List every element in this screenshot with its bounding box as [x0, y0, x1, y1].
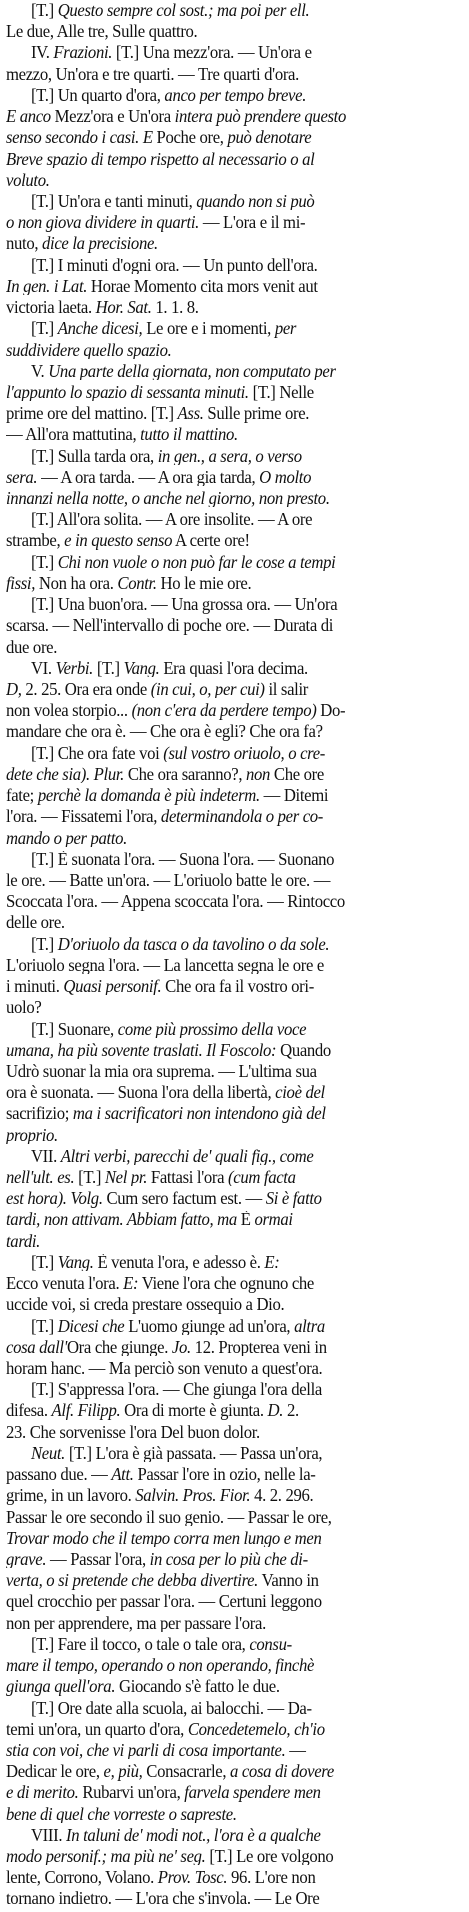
- text-line: [6, 235, 445, 252]
- text-run: 12. Propterea veni in: [190, 1338, 327, 1357]
- text-run: uolo?: [6, 999, 42, 1017]
- text-run: il salir: [264, 681, 308, 699]
- text-line: [6, 278, 445, 295]
- text-run: Do-: [316, 702, 346, 720]
- text-line: [6, 1254, 445, 1271]
- italic-text: dice la precisione.: [42, 235, 158, 253]
- text-line: [6, 66, 445, 83]
- text-line: [6, 1445, 445, 1462]
- text-run: horam hanc. — Ma perciò son venuto a quest'ora.: [6, 1360, 323, 1378]
- text-run: Passar l'ore in ozio, nelle la-: [133, 1466, 316, 1484]
- text-run: 2.: [283, 1402, 299, 1420]
- text-line: [6, 469, 445, 486]
- text-run: [T.] È suonata l'ora. — Suona l'ora. — Suonano: [30, 850, 335, 869]
- italic-text: mando o per patto.: [6, 829, 128, 847]
- italic-text: ma i sacrificatori non intendono già del: [72, 1105, 326, 1123]
- italic-text: quando non si può: [196, 192, 315, 211]
- text-run: strambe,: [6, 532, 65, 550]
- text-run: 4. 2. 296.: [250, 1487, 314, 1505]
- italic-text: O molto: [259, 468, 312, 487]
- italic-text: innanzi nella notte, o anche nel giorno, non presto.: [6, 490, 330, 508]
- text-line: [6, 575, 445, 592]
- text-run: Le ore e i momenti,: [142, 320, 275, 338]
- text-line: [6, 851, 445, 868]
- text-run: mandare che ora è. — Che ora è egli? Che ora fa?: [6, 723, 323, 741]
- text-line: [6, 44, 445, 61]
- text-run: [T.] Sulla tarda ora,: [30, 447, 158, 465]
- text-line: [6, 1721, 445, 1738]
- text-line: [6, 787, 445, 804]
- text-run: Ora di morte è giunta.: [120, 1402, 268, 1420]
- text-run: Ecco venuta l'ora.: [6, 1275, 124, 1293]
- text-line: [6, 1784, 445, 1801]
- text-run: [T.] L'ora è già passata. — Passa un'ora,: [64, 1444, 323, 1463]
- text-line: [6, 1848, 445, 1865]
- italic-text: Dicesi che: [57, 1317, 125, 1335]
- text-line: [6, 1700, 445, 1717]
- text-run: Quando: [276, 1041, 331, 1060]
- text-line: [6, 172, 445, 189]
- text-run: Ho le mie ore.: [156, 574, 252, 593]
- italic-text: Altri verbi, parecchi de' quali fig., come: [60, 1147, 314, 1166]
- text-run: 1. 1. 8.: [151, 299, 199, 317]
- text-run: ora è suonata. — Suona l'ora della libertà,: [6, 1084, 276, 1102]
- italic-text: voluto.: [6, 171, 50, 190]
- italic-text: intera può prendere questo: [174, 108, 347, 126]
- text-run: [T.] Che ora fate voi: [30, 744, 164, 763]
- text-run: 2. 25. Ora era onde: [21, 681, 151, 699]
- italic-text: E anco: [6, 108, 51, 126]
- text-line: [6, 320, 445, 337]
- text-run: Giocando s'è fatto le due.: [115, 1678, 280, 1696]
- italic-text: Volg.: [70, 1190, 103, 1208]
- text-run: [T.] Le ore volgono: [205, 1848, 334, 1866]
- text-line: [6, 87, 445, 104]
- text-run: Che ora fa il vostro ori-: [161, 978, 314, 996]
- text-line: [6, 1021, 445, 1038]
- text-run: Passar le ore secondo il suo genio. — Passar le ore,: [6, 1508, 332, 1526]
- text-run: passano due. —: [6, 1466, 112, 1484]
- text-line: [6, 1636, 445, 1653]
- italic-text: Frazioni.: [53, 44, 113, 62]
- text-line: [6, 1593, 445, 1610]
- text-line: [6, 1042, 445, 1059]
- text-run: [T.] All'ora solita. — A ore insolite. — A ore: [30, 511, 313, 529]
- text-line: [6, 914, 445, 931]
- text-run: l'ora. — Fissatemi l'ora,: [6, 808, 161, 826]
- text-run: [T.]: [30, 1317, 58, 1335]
- italic-text: per: [274, 320, 297, 338]
- text-line: [6, 426, 445, 443]
- italic-text: D'oriuolo da tasca o da tavolino o da sole.: [57, 935, 330, 954]
- text-run: Dedicar le ore,: [6, 1763, 104, 1781]
- italic-text: sera.: [6, 468, 38, 487]
- text-run: non per apprendere, ma per passare l'ora.: [6, 1614, 266, 1633]
- text-line: [6, 299, 445, 316]
- text-line: [6, 214, 445, 231]
- text-line: [6, 532, 445, 549]
- text-run: L'uomo giunge ad un'ora,: [124, 1317, 295, 1335]
- italic-text: nell'ult. es.: [6, 1169, 75, 1187]
- text-run: Mezz'ora e Un'ora: [50, 108, 175, 126]
- text-line: [6, 1169, 445, 1186]
- text-run: Udrò suonar la mia ora suprema. — L'ultima sua: [6, 1062, 317, 1081]
- text-line: [6, 1509, 445, 1526]
- text-line: [6, 1318, 445, 1335]
- italic-text: (non c'era da perdere tempo): [131, 702, 317, 720]
- text-run: prime ore del mattino. [T.]: [6, 405, 178, 423]
- text-run: scarsa. — Nell'intervallo di poche ore. — Durata di: [6, 617, 334, 635]
- text-line: [6, 1763, 445, 1780]
- italic-text: Trovar modo che il tempo corra men lungo e men: [6, 1529, 322, 1548]
- italic-text: Att.: [111, 1466, 134, 1484]
- text-line: [6, 978, 445, 995]
- text-line: [6, 936, 445, 953]
- text-run: [T.] Una mezz'ora. — Un'ora e: [112, 44, 312, 62]
- italic-text: dete che sia).: [6, 765, 90, 784]
- text-line: [6, 1742, 445, 1759]
- text-line: [6, 1551, 445, 1568]
- italic-text: D.: [267, 1402, 284, 1420]
- text-line: [6, 1572, 445, 1589]
- text-line: [6, 1148, 445, 1165]
- italic-text: E:: [264, 1253, 280, 1272]
- text-run: tornano indietro. — L'ora che s'invola. — Le Ore: [6, 1890, 320, 1908]
- text-line: [6, 554, 445, 571]
- italic-text: Hor. Sat.: [95, 299, 152, 317]
- text-run: 23. Che sorvenisse l'ora Del buon dolor.: [6, 1423, 260, 1442]
- text-line: [6, 830, 445, 847]
- text-run: È venuta l'ora, e adesso è.: [93, 1253, 265, 1272]
- text-line: [6, 1657, 445, 1674]
- text-run: VII.: [30, 1147, 61, 1166]
- text-line: [6, 893, 445, 910]
- text-run: — A ora tarda. — A ora gia tarda,: [37, 468, 260, 487]
- italic-text: Chi non vuole o non può far le cose a tempi: [57, 553, 336, 572]
- italic-text: farvela spendere men: [184, 1784, 321, 1802]
- text-run: temi un'ora, un quarto d'ora,: [6, 1720, 188, 1739]
- text-line: [6, 1105, 445, 1122]
- text-line: [6, 1084, 445, 1101]
- text-line: [6, 1424, 445, 1441]
- text-run: mezzo, Un'ora e tre quarti. — Tre quarti d'ora.: [6, 65, 299, 84]
- text-line: [6, 872, 445, 889]
- text-line: [6, 1530, 445, 1547]
- italic-text: (sul vostro oriuolo, o cre-: [163, 744, 325, 763]
- italic-text: giunga quell'ora.: [6, 1678, 116, 1696]
- italic-text: Contr.: [117, 574, 157, 593]
- italic-text: Anche dicesi,: [57, 320, 143, 338]
- text-line: [6, 617, 445, 634]
- italic-text: può denotare: [227, 129, 312, 147]
- italic-text: verta, o si pretende che debba divertire.: [6, 1572, 259, 1590]
- italic-text: Salvin. Pros. Fior.: [135, 1487, 251, 1505]
- italic-text: Plur.: [93, 765, 125, 784]
- text-run: Che ora saranno?,: [124, 765, 247, 784]
- text-run: due ore.: [6, 638, 58, 656]
- italic-text: Questo sempre col sost.; ma poi per ell.: [57, 2, 310, 20]
- text-run: uccide voi, si creda prestare ossequio a Dio.: [6, 1296, 285, 1314]
- italic-text: e di merito.: [6, 1784, 79, 1802]
- italic-text: altra: [294, 1317, 325, 1335]
- text-run: sacrifizio;: [6, 1105, 73, 1123]
- italic-text: Breve spazio di tempo rispetto al necessario o al: [6, 150, 315, 168]
- text-run: — Passar l'ora,: [46, 1550, 150, 1569]
- italic-text: anco per tempo breve.: [164, 86, 307, 105]
- text-run: V.: [30, 362, 49, 381]
- italic-text: non: [246, 765, 271, 784]
- text-run: [T.] Fare il tocco, o tale o tale ora,: [30, 1635, 250, 1654]
- italic-text: e, più,: [103, 1763, 143, 1781]
- text-line: [6, 766, 445, 783]
- italic-text: Una parte della giornata, non computato per: [48, 362, 336, 381]
- text-line: [6, 723, 445, 740]
- text-line: [6, 1275, 445, 1292]
- text-line: [6, 2, 445, 19]
- italic-text: (in cui, o, per cui): [150, 681, 265, 699]
- text-line: [6, 1211, 445, 1228]
- text-run: Ora che giunge.: [66, 1338, 172, 1357]
- text-line: [6, 1360, 445, 1377]
- text-line: [6, 342, 445, 359]
- text-line: [6, 1890, 445, 1907]
- text-line: [6, 1402, 445, 1419]
- text-run: A certe ore!: [172, 532, 250, 550]
- italic-text: a cosa di dovere: [230, 1763, 334, 1781]
- text-line: [6, 639, 445, 656]
- text-column: [6, 2, 463, 1908]
- text-run: [T.] Suonare,: [30, 1020, 118, 1038]
- italic-text: in cosa per lo più che di-: [149, 1550, 308, 1569]
- text-line: [6, 405, 445, 422]
- text-line: [6, 1487, 445, 1504]
- italic-text: Prov. Tosc.: [157, 1869, 228, 1887]
- text-line: [6, 681, 445, 698]
- text-line: [6, 1339, 445, 1356]
- italic-text: e in questo senso: [64, 532, 173, 550]
- italic-text: Nel pr.: [104, 1169, 148, 1187]
- text-run: difesa.: [6, 1402, 52, 1420]
- text-line: [6, 1381, 445, 1398]
- text-run: Viene l'ora che ognuno che: [138, 1275, 314, 1293]
- italic-text: in gen., a sera, o verso: [157, 447, 302, 465]
- italic-text: E:: [123, 1275, 139, 1293]
- italic-text: umana, ha più sovente traslati. Il Foscolo:: [6, 1041, 277, 1060]
- text-run: fate;: [6, 787, 38, 805]
- italic-text: cioè del: [275, 1084, 325, 1102]
- italic-text: est hora).: [6, 1190, 67, 1208]
- text-line: [6, 702, 445, 719]
- italic-text: (cum facta: [228, 1169, 296, 1187]
- italic-text: mare il tempo, operando o non operando, finchè: [6, 1657, 315, 1675]
- text-run: [T.] Ore date alla scuola, ai balocchi. — Da-: [30, 1699, 312, 1717]
- italic-text: consu-: [249, 1635, 292, 1654]
- text-line: [6, 1127, 445, 1144]
- text-line: [6, 193, 445, 210]
- italic-text: stia con voi, che vi parli di cosa importante.: [6, 1741, 286, 1760]
- text-run: —: [285, 1741, 306, 1760]
- text-line: [6, 957, 445, 974]
- italic-text: o non giova dividere in quarti.: [6, 214, 199, 232]
- text-line: [6, 1063, 445, 1080]
- italic-text: Vang.: [57, 1253, 94, 1272]
- text-line: [6, 257, 445, 274]
- text-run: Poche ore,: [152, 129, 228, 147]
- italic-text: come più prossimo della voce: [117, 1020, 307, 1038]
- italic-text: Vang.: [123, 659, 160, 678]
- text-line: [6, 596, 445, 613]
- italic-text: grave.: [6, 1550, 47, 1569]
- text-run: [T.]: [74, 1169, 105, 1187]
- text-run: VI.: [30, 659, 56, 678]
- text-run: È: [236, 1211, 255, 1229]
- text-run: Scoccata l'ora. — Appena scoccata l'ora. — Rintocco: [6, 893, 345, 911]
- text-run: Rubarvi un'ora,: [78, 1784, 185, 1802]
- text-line: [6, 1678, 445, 1695]
- text-line: [6, 363, 445, 380]
- text-run: VIII.: [30, 1826, 67, 1845]
- text-line: [6, 1869, 445, 1886]
- text-run: lente, Corrono, Volano.: [6, 1869, 158, 1887]
- italic-text: In taluni de' modi not., l'ora è a qualche: [66, 1826, 321, 1845]
- text-run: [T.] Una buon'ora. — Una grossa ora. — Un'ora: [30, 596, 338, 614]
- italic-text: Quasi personif.: [63, 978, 162, 996]
- text-line: [6, 745, 445, 762]
- text-run: Fattasi l'ora: [147, 1169, 229, 1187]
- text-line: [6, 1466, 445, 1483]
- text-run: Vanno in: [258, 1572, 319, 1590]
- italic-text: cosa dall': [6, 1338, 67, 1357]
- italic-text: Ass.: [177, 405, 204, 423]
- text-run: — L'ora e il mi-: [198, 214, 306, 232]
- italic-text: l'appunto lo spazio di sessanta minuti.: [6, 383, 249, 402]
- text-line: [6, 1296, 445, 1313]
- text-run: L'oriuolo segna l'ora. — La lancetta segna le ore e: [6, 956, 325, 975]
- italic-text: Neut.: [30, 1444, 65, 1463]
- text-run: [T.] I minuti d'ogni ora. — Un punto dell'ora.: [30, 256, 318, 275]
- text-run: — All'ora mattutina,: [6, 426, 141, 444]
- text-line: [6, 999, 445, 1016]
- text-run: [T.]: [30, 935, 58, 954]
- italic-text: modo personif.; ma più ne' seg.: [6, 1848, 206, 1866]
- text-run: Horae Momento cita mors venit aut: [87, 277, 318, 296]
- text-run: nuto,: [6, 235, 43, 253]
- text-run: [T.]: [93, 659, 124, 678]
- text-line: [6, 1806, 445, 1823]
- text-run: [T.] Nelle: [248, 383, 314, 402]
- text-line: [6, 808, 445, 825]
- text-run: [T.]: [30, 553, 58, 572]
- text-line: [6, 129, 445, 146]
- text-run: [T.]: [30, 320, 58, 338]
- text-line: [6, 1233, 445, 1250]
- text-line: [6, 490, 445, 507]
- italic-text: tardi.: [6, 1232, 41, 1251]
- text-line: [6, 1827, 445, 1844]
- text-run: i minuti.: [6, 978, 64, 996]
- text-line: [6, 1190, 445, 1207]
- text-run: quel crocchio per passar l'ora. — Certuni leggono: [6, 1593, 322, 1611]
- text-run: [T.]: [30, 1253, 58, 1272]
- italic-text: tardi, non attivam. Abbiam fatto, ma: [6, 1211, 237, 1229]
- text-run: Cum sero factum est. —: [102, 1190, 266, 1208]
- text-run: Consacrarle,: [142, 1763, 231, 1781]
- italic-text: perchè la domanda è più indeterm.: [37, 787, 260, 805]
- italic-text: proprio.: [6, 1126, 58, 1144]
- text-run: le ore. — Batte un'ora. — L'oriuolo batte le ore. —: [6, 871, 331, 890]
- italic-text: senso secondo i casi. E: [6, 129, 153, 147]
- text-run: Che ore: [270, 765, 324, 784]
- text-run: delle ore.: [6, 914, 65, 932]
- text-run: victoria laeta.: [6, 299, 96, 317]
- text-run: — Ditemi: [259, 787, 329, 805]
- text-run: Era quasi l'ora decima.: [159, 659, 308, 678]
- text-run: 96. L'ore non: [227, 1869, 316, 1887]
- italic-text: Verbi.: [55, 659, 93, 678]
- italic-text: Jo.: [171, 1338, 191, 1357]
- italic-text: In gen. i Lat.: [6, 277, 88, 296]
- text-run: IV.: [30, 44, 54, 62]
- italic-text: suddividere quello spazio.: [6, 341, 172, 359]
- italic-text: fissi,: [6, 574, 36, 593]
- text-run: [T.] Un quarto d'ora,: [30, 86, 165, 105]
- text-run: Non ha ora.: [35, 574, 118, 593]
- italic-text: bene di quel che vorreste o sapreste.: [6, 1805, 237, 1823]
- italic-text: D,: [6, 681, 22, 699]
- text-line: [6, 1615, 445, 1632]
- text-line: [6, 448, 445, 465]
- text-line: [6, 151, 445, 168]
- text-line: [6, 511, 445, 528]
- text-run: Sulle prime ore.: [203, 405, 310, 423]
- italic-text: determinandola o per co-: [160, 808, 324, 826]
- text-run: [T.] Un'ora e tanti minuti,: [30, 192, 197, 211]
- text-run: [T.]: [30, 2, 58, 20]
- text-run: grime, in un lavoro.: [6, 1487, 136, 1505]
- italic-text: Concedetemelo, ch'io: [187, 1720, 325, 1739]
- text-line: [6, 660, 445, 677]
- italic-text: ormai: [254, 1211, 293, 1229]
- italic-text: tutto il mattino.: [140, 426, 238, 444]
- text-line: [6, 384, 445, 401]
- text-line: [6, 108, 445, 125]
- text-run: [T.] S'appressa l'ora. — Che giunga l'ora della: [30, 1381, 322, 1399]
- text-run: Le due, Alle tre, Sulle quattro.: [6, 23, 198, 41]
- italic-text: Si è fatto: [265, 1190, 322, 1208]
- italic-text: Alf. Filipp.: [51, 1402, 121, 1420]
- text-run: non volea storpio...: [6, 702, 132, 720]
- text-line: [6, 23, 445, 40]
